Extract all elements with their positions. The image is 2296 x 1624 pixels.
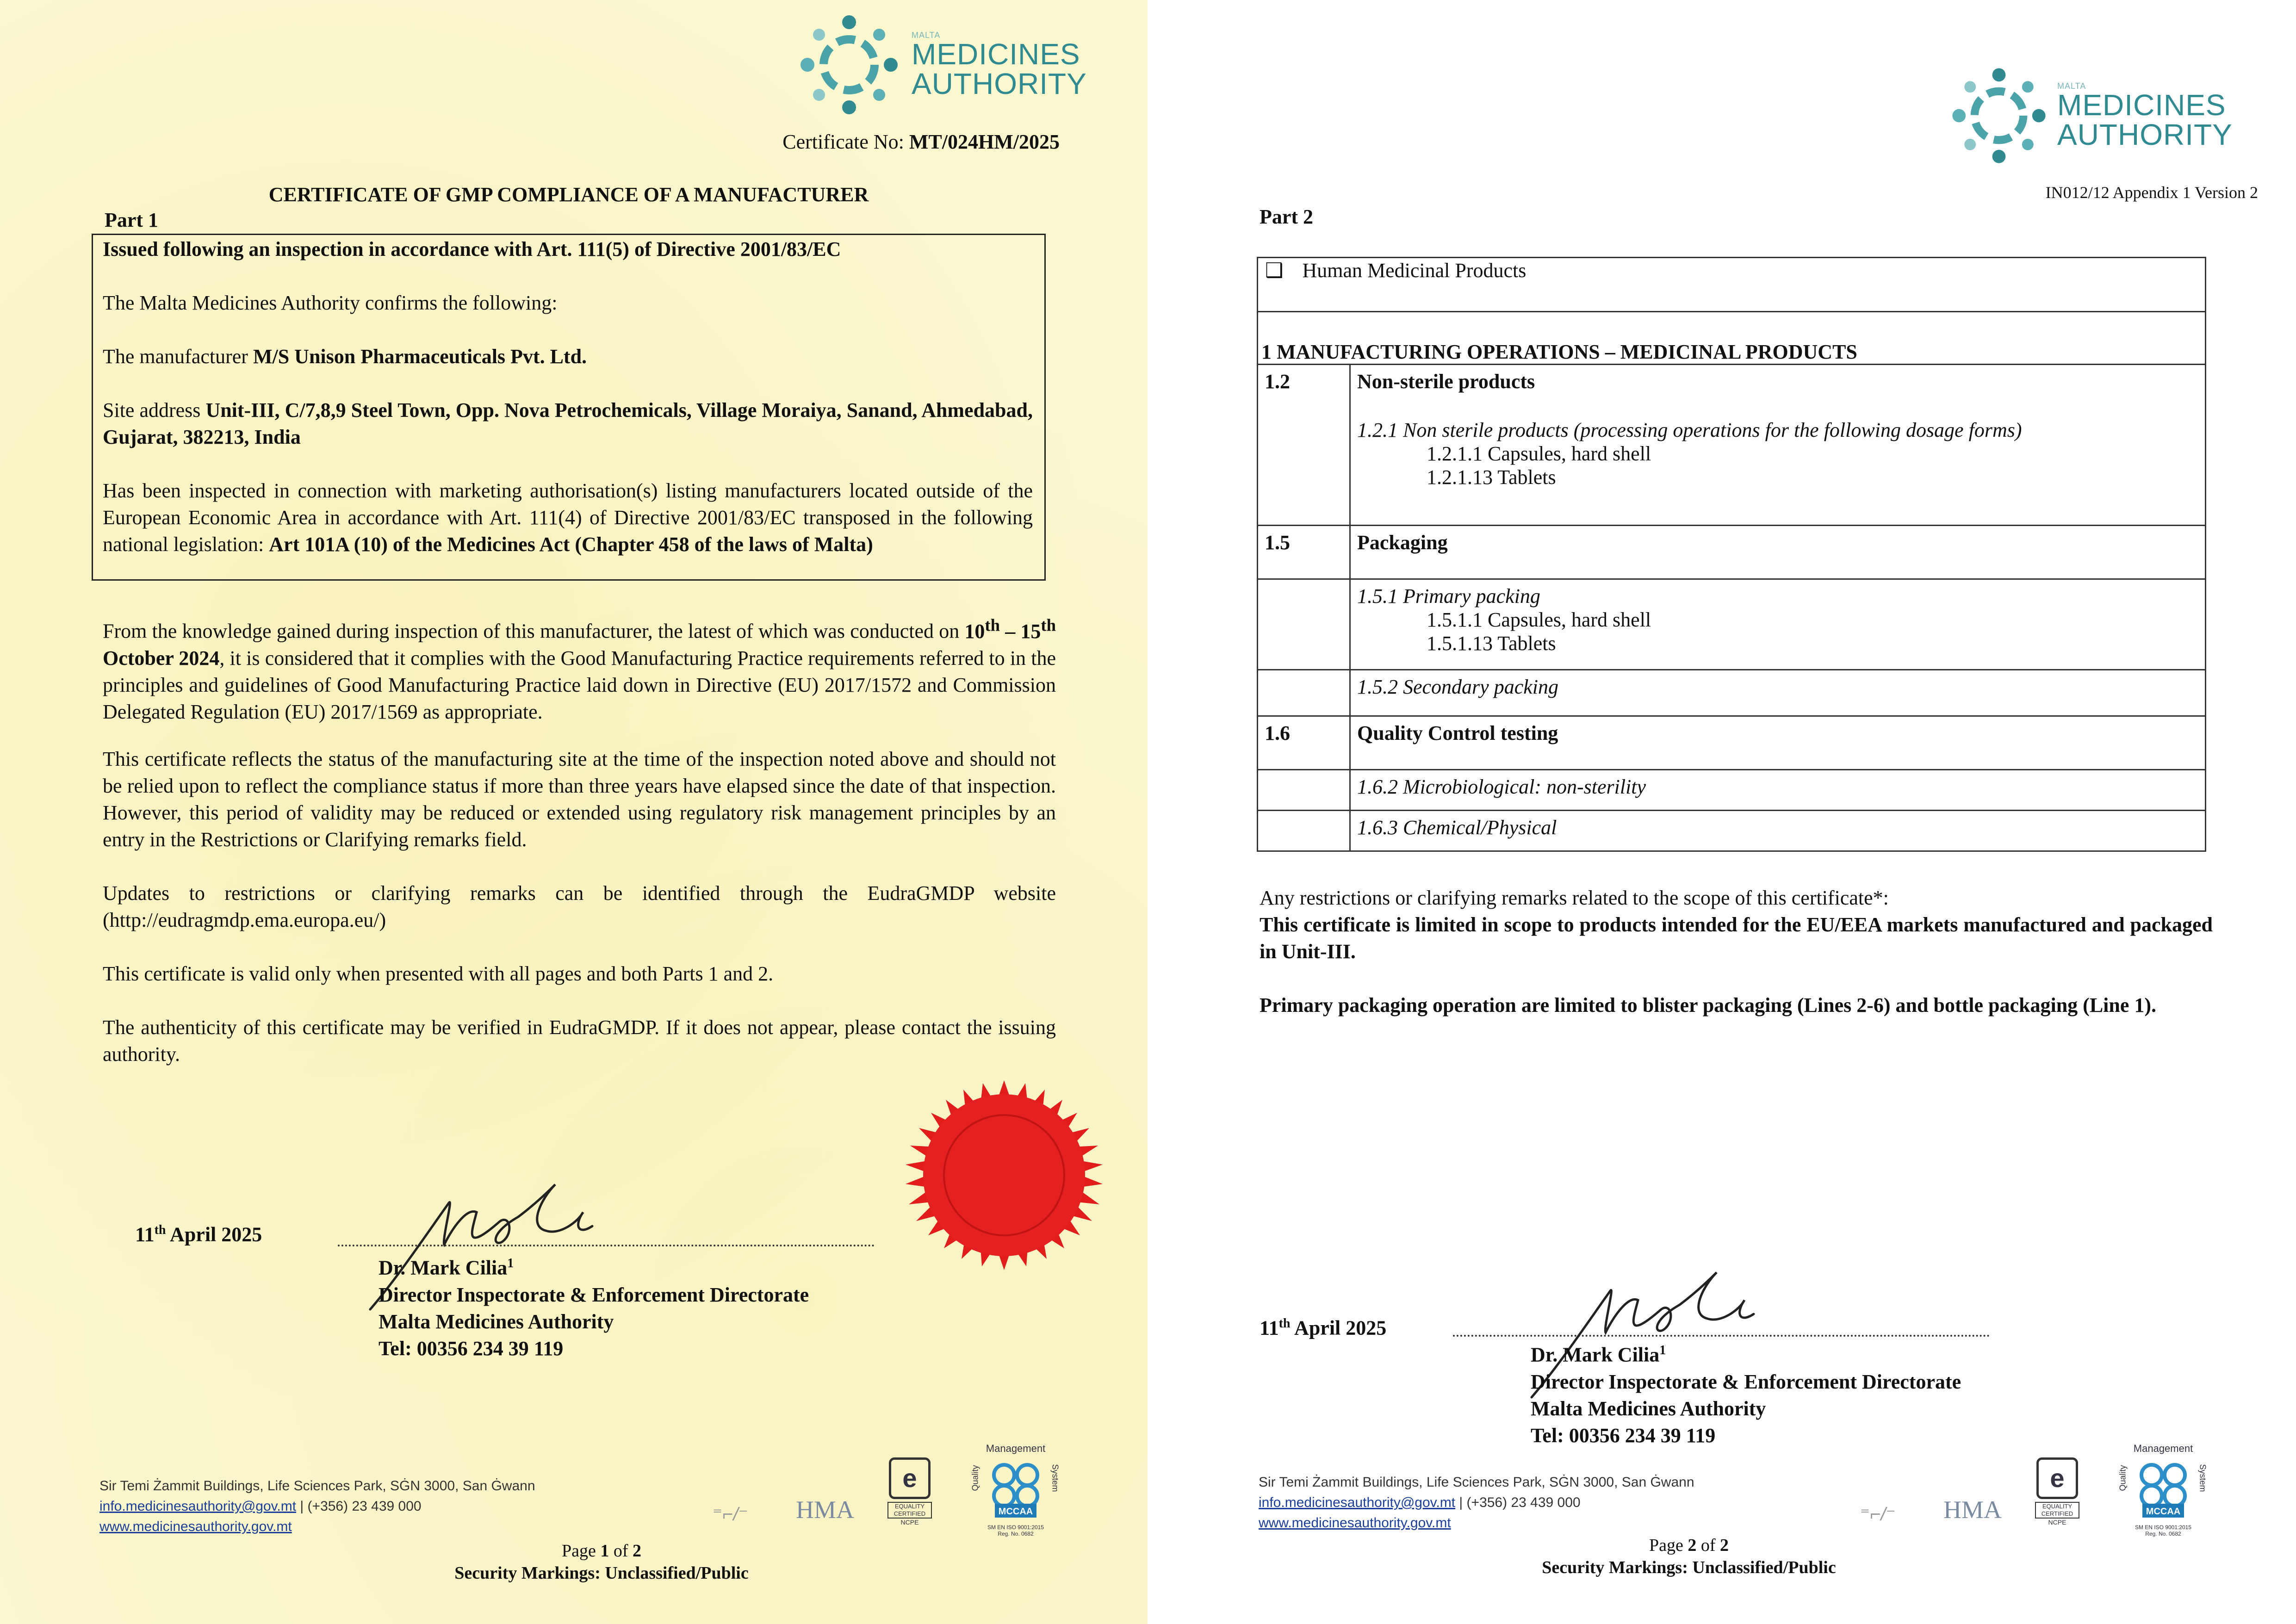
security-marking-1: Security Markings: Unclassified/Public: [454, 1563, 749, 1583]
logo-country: MALTA: [912, 31, 941, 40]
signature-date-rest: April 2025: [1290, 1316, 1387, 1339]
updates-paragraph: Updates to restrictions or clarifying remarks can be identified through the EudraGMDP website (http://eudragmdp.ema.europa.eu/): [103, 882, 1056, 931]
mccaa-iso-label: SM EN ISO 9001:2015: [2135, 1524, 2192, 1531]
manufacturer-line: [103, 343, 1037, 370]
page-prefix: Page: [561, 1541, 601, 1561]
signatory-name-line: [379, 1250, 809, 1282]
signatory-telephone: Tel: 00356 234 39 119: [1531, 1424, 1716, 1447]
footer-phone: | (+356) 23 439 000: [1455, 1495, 1581, 1510]
signatory-block: [1531, 1337, 1961, 1449]
signatory-organisation: Malta Medicines Authority: [379, 1310, 614, 1333]
row-subsection: 1.6.2 Microbiological: non-sterility: [1350, 770, 2206, 811]
inspection-text: Has been inspected in connection with marketing authorisation(s) listing manufacturers located outside of the European Economic Area in accordance with Art. 111(4) of Directive 2001/83/EC transposed in the following national legislation:: [103, 479, 1033, 556]
box-heading: Issued following an inspection in accordance with Art. 111(5) of Directive 2001/83/EC: [103, 238, 841, 260]
security-marking-2: Security Markings: Unclassified/Public: [1542, 1558, 1836, 1577]
footer-website-link[interactable]: www.medicinesauthority.gov.mt: [99, 1519, 292, 1534]
mccaa-system-label: System: [2198, 1464, 2208, 1492]
signature-date-rest: April 2025: [166, 1223, 262, 1246]
human-medicinal-products-label: Human Medicinal Products: [1302, 259, 1527, 282]
page-total: 2: [633, 1541, 642, 1561]
row-number: 1.2: [1258, 365, 1350, 526]
table-row: [1258, 770, 2206, 811]
signatory-footnote: 1: [507, 1256, 514, 1271]
hma-logo: HMA: [796, 1496, 855, 1524]
mccaa-quality-label: Quality: [2118, 1465, 2128, 1491]
site-address-value: Unit-III, C/7,8,9 Steel Town, Opp. Nova Petrochemicals, Village Moraiya, Sanand, Ahmedabad, Gujarat, 382213, India: [103, 399, 1033, 448]
document-reference: IN012/12 Appendix 1 Version 2: [2045, 183, 2258, 202]
medicines-authority-emblem-icon: [791, 9, 907, 120]
product-type-row: [1265, 257, 1526, 284]
row-number-empty: [1258, 811, 1350, 851]
row-number-empty: [1258, 579, 1350, 670]
signatory-telephone: Tel: 00356 234 39 119: [379, 1337, 564, 1360]
logo-line2: AUTHORITY: [912, 67, 1087, 100]
date-start-suffix: th: [985, 615, 1000, 634]
row-number-empty: [1258, 770, 1350, 811]
manufacturer-name: M/S Unison Pharmaceuticals Pvt. Ltd.: [253, 345, 587, 368]
compliance-text-a: From the knowledge gained during inspection of this manufacturer, the latest of which was conducted on: [103, 620, 960, 643]
row-item: 1.2.1.1 Capsules, hard shell: [1427, 442, 1651, 465]
signatory-title: Director Inspectorate & Enforcement Directorate: [379, 1283, 809, 1306]
page-prefix: Page: [1649, 1536, 1688, 1555]
site-address-label: Site address: [103, 399, 201, 421]
mccaa-management-label: Management: [2133, 1443, 2193, 1454]
signatory-footnote: 1: [1659, 1343, 1666, 1357]
table-row: [1258, 811, 2206, 851]
certificate-number: [740, 129, 1060, 155]
signatory-name: Dr. Mark Cilia: [379, 1256, 508, 1279]
page-number-2: [1550, 1535, 1828, 1556]
certificate-title: CERTIFICATE OF GMP COMPLIANCE OF A MANUFACTURER: [268, 183, 869, 206]
row-subsection: 1.5.1 Primary packing: [1357, 585, 1540, 607]
table-row: [1258, 670, 2206, 716]
manufacturer-label: The manufacturer: [103, 345, 248, 368]
compliance-paragraph: [103, 612, 1056, 725]
page-current: 2: [1688, 1536, 1697, 1555]
medicines-authority-logo: [791, 9, 1087, 120]
mccaa-management-label: Management: [986, 1443, 1046, 1454]
signature-date: [135, 1217, 262, 1248]
signature-date-suffix: th: [154, 1223, 166, 1237]
footer-email-link[interactable]: info.medicinesauthority@gov.mt: [99, 1499, 297, 1514]
fcs-logo-icon: ⁼⌐/⁻: [1860, 1504, 1896, 1525]
row-subsection: 1.6.3 Chemical/Physical: [1350, 811, 2206, 851]
footer-contact: [1259, 1472, 1694, 1533]
certificate-number-label: Certificate No:: [782, 130, 904, 153]
row-item: 1.5.1.1 Capsules, hard shell: [1427, 608, 1651, 631]
part-1-label: Part 1: [105, 209, 159, 231]
row-content: [1350, 365, 2206, 526]
remarks-packaging: Primary packaging operation are limited to blister packaging (Lines 2-6) and bottle packaging (Line 1).: [1260, 994, 2157, 1017]
mccaa-badge: [962, 1443, 1069, 1537]
date-end-suffix: th: [1041, 615, 1056, 634]
page-of: of: [1696, 1536, 1720, 1555]
page-total: 2: [1720, 1536, 1729, 1555]
row-subsection: 1.2.1 Non sterile products (processing operations for the following dosage forms): [1357, 419, 2022, 441]
mccaa-reg-label: Reg. No. 0682: [998, 1531, 1034, 1537]
medicines-authority-logo-2: [1943, 62, 2233, 169]
row-subsection: 1.5.2 Secondary packing: [1350, 670, 2206, 716]
table-row: [1258, 716, 2206, 770]
equality-e-icon: e: [889, 1457, 931, 1499]
row-title: Quality Control testing: [1350, 716, 2206, 770]
mccaa-iso-label: SM EN ISO 9001:2015: [987, 1524, 1044, 1531]
site-address-line: [103, 397, 1033, 451]
logo-line1: MEDICINES: [912, 37, 1080, 71]
row-number: 1.5: [1258, 526, 1350, 579]
signature-date: [1260, 1310, 1386, 1342]
compliance-text-b: , it is considered that it complies with the Good Manufacturing Practice requirements referred to in the principles and guidelines of Good Manufacturing Practice laid down in Directive (EU) 2017/1572 and Commission Delegated Regulation (EU) 2017/1569 as appropriate.: [103, 646, 1056, 723]
footer-email-link[interactable]: info.medicinesauthority@gov.mt: [1259, 1495, 1456, 1510]
operations-heading: 1 MANUFACTURING OPERATIONS – MEDICINAL PRODUCTS: [1261, 341, 1857, 363]
legislation-reference: Art 101A (10) of the Medicines Act (Chapter 458 of the laws of Malta): [269, 533, 873, 556]
part-2-label: Part 2: [1260, 205, 1314, 228]
validity-paragraph: This certificate reflects the status of the manufacturing site at the time of the inspection noted above and should not be relied upon to reflect the compliance status if more than three years have elapsed since the date of that inspection. However, this period of validity may be reduced or extended using regulatory risk management principles by an entry in the Restrictions or Clarifying remarks field.: [103, 748, 1056, 851]
date-start-day: 10: [964, 620, 985, 643]
row-item: 1.5.1.13 Tablets: [1427, 632, 1556, 655]
row-number-empty: [1258, 670, 1350, 716]
table-row: [1258, 365, 2206, 526]
equality-badge: [887, 1457, 932, 1526]
equality-label: EQUALITY CERTIFIED: [887, 1502, 932, 1519]
certificate-page-2: [1148, 0, 2296, 1624]
checkbox-icon[interactable]: ❑: [1265, 259, 1284, 282]
row-content: [1350, 579, 2206, 670]
fcs-logo-icon: ⁼⌐/⁻: [713, 1504, 748, 1525]
mccaa-quality-label: Quality: [970, 1465, 980, 1491]
signature-date-suffix: th: [1278, 1316, 1291, 1331]
remarks-intro: Any restrictions or clarifying remarks related to the scope of this certificate*:: [1260, 886, 1889, 909]
inspection-statement: [103, 477, 1033, 558]
mccaa-label: MCCAA: [2146, 1506, 2181, 1517]
equality-badge: [2035, 1457, 2079, 1526]
logo-line2: AUTHORITY: [2057, 118, 2233, 151]
row-title: Non-sterile products: [1357, 370, 1535, 393]
signature-date-day: 11: [1260, 1316, 1279, 1339]
footer-phone: | (+356) 23 439 000: [296, 1499, 422, 1514]
signature-date-day: 11: [135, 1223, 155, 1246]
page-of: of: [609, 1541, 633, 1561]
red-seal-icon: [861, 1032, 1148, 1319]
row-title: Packaging: [1350, 526, 2206, 579]
footer-address: Sir Temi Żammit Buildings, Life Sciences Park, SĠN 3000, San Ġwann: [1259, 1475, 1694, 1490]
ncpe-label: NCPE: [900, 1519, 919, 1526]
row-item: 1.2.1.13 Tablets: [1427, 466, 1556, 489]
mccaa-badge: [2110, 1443, 2216, 1537]
certificate-number-value: MT/024HM/2025: [909, 130, 1060, 153]
operations-table: [1257, 364, 2206, 852]
equality-e-icon: e: [2036, 1457, 2078, 1499]
footer-contact: [99, 1476, 535, 1537]
ncpe-label: NCPE: [2048, 1519, 2066, 1526]
row-number: 1.6: [1258, 716, 1350, 770]
logo-line1: MEDICINES: [2057, 88, 2226, 122]
footer-address: Sir Temi Żammit Buildings, Life Sciences Park, SĠN 3000, San Ġwann: [99, 1478, 535, 1494]
footer-website-link[interactable]: www.medicinesauthority.gov.mt: [1259, 1515, 1451, 1531]
equality-label: EQUALITY CERTIFIED: [2035, 1502, 2079, 1519]
mccaa-system-label: System: [1050, 1464, 1060, 1492]
box-confirms: The Malta Medicines Authority confirms the following:: [103, 291, 558, 314]
validity-pages-paragraph: This certificate is valid only when presented with all pages and both Parts 1 and 2.: [103, 962, 774, 985]
remarks-scope: This certificate is limited in scope to products intended for the EU/EEA markets manufactured and packaged in Unit-III.: [1260, 913, 2213, 963]
page-number-1: [463, 1541, 740, 1561]
date-end-day: – 15: [1000, 620, 1041, 643]
mccaa-label: MCCAA: [998, 1506, 1033, 1517]
mccaa-reg-label: Reg. No. 0682: [2145, 1531, 2181, 1537]
signatory-block: [379, 1250, 809, 1362]
page-current: 1: [600, 1541, 609, 1561]
signatory-organisation: Malta Medicines Authority: [1531, 1397, 1766, 1420]
medicines-authority-emblem-icon: [1943, 62, 2054, 169]
signatory-name: Dr. Mark Cilia: [1531, 1343, 1660, 1366]
table-row: [1258, 526, 2206, 579]
table-row: [1258, 579, 2206, 670]
authenticity-paragraph: The authenticity of this certificate may be verified in EudraGMDP. If it does not appear, please contact the issuing authority.: [103, 1016, 1056, 1066]
hma-logo: HMA: [1943, 1496, 2002, 1524]
date-month-year: October 2024: [103, 646, 220, 669]
logo-country: MALTA: [2057, 81, 2086, 91]
signatory-title: Director Inspectorate & Enforcement Directorate: [1531, 1370, 1961, 1393]
